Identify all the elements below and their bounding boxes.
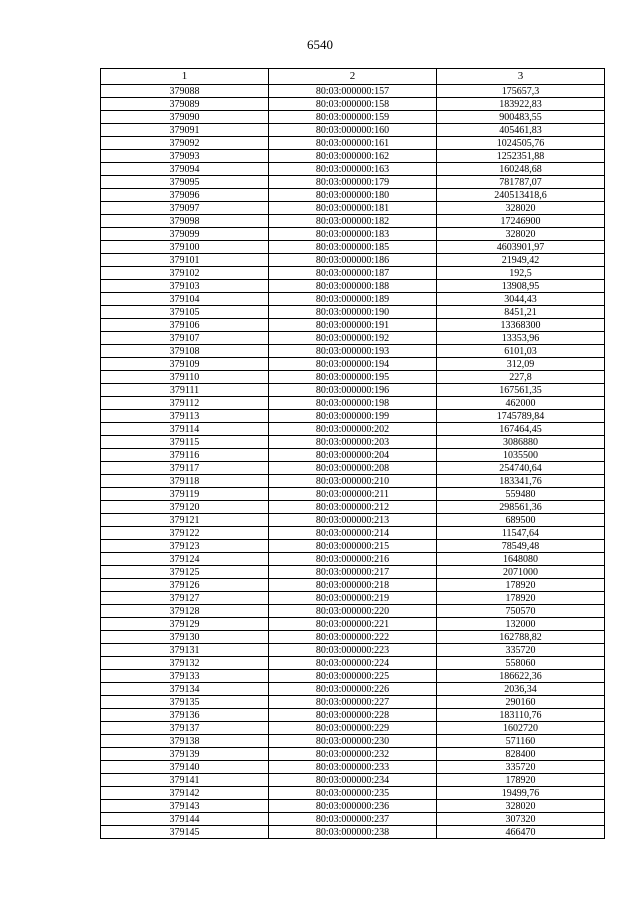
table-row [101, 228, 605, 241]
record-number-cell: 379118 [101, 475, 269, 488]
record-number-cell: 379128 [101, 605, 269, 618]
record-number-cell: 379129 [101, 618, 269, 631]
value-cell: 13368300 [437, 319, 605, 332]
table-row [101, 553, 605, 566]
table-row [101, 449, 605, 462]
column-header: 1 [101, 69, 269, 85]
table-row [101, 631, 605, 644]
table-row [101, 111, 605, 124]
table-row [101, 657, 605, 670]
cadastral-number-cell: 80:03:000000:224 [269, 657, 437, 670]
table-row [101, 410, 605, 423]
column-header: 2 [269, 69, 437, 85]
record-number-cell: 379098 [101, 215, 269, 228]
value-cell: 78549,48 [437, 540, 605, 553]
cadastral-number-cell: 80:03:000000:194 [269, 358, 437, 371]
record-number-cell: 379103 [101, 280, 269, 293]
value-cell: 462000 [437, 397, 605, 410]
record-number-cell: 379123 [101, 540, 269, 553]
record-number-cell: 379112 [101, 397, 269, 410]
table-row [101, 826, 605, 839]
value-cell: 558060 [437, 657, 605, 670]
table-row [101, 384, 605, 397]
table-row [101, 371, 605, 384]
value-cell: 1252351,88 [437, 150, 605, 163]
table-row [101, 150, 605, 163]
cadastral-number-cell: 80:03:000000:193 [269, 345, 437, 358]
cadastral-number-cell: 80:03:000000:160 [269, 124, 437, 137]
record-number-cell: 379095 [101, 176, 269, 189]
table-row [101, 501, 605, 514]
table-row [101, 527, 605, 540]
value-cell: 6101,03 [437, 345, 605, 358]
table-row [101, 137, 605, 150]
cadastral-number-cell: 80:03:000000:227 [269, 696, 437, 709]
value-cell: 2036,34 [437, 683, 605, 696]
cadastral-number-cell: 80:03:000000:161 [269, 137, 437, 150]
cadastral-number-cell: 80:03:000000:179 [269, 176, 437, 189]
record-number-cell: 379136 [101, 709, 269, 722]
value-cell: 307320 [437, 813, 605, 826]
value-cell: 13353,96 [437, 332, 605, 345]
value-cell: 571160 [437, 735, 605, 748]
record-number-cell: 379109 [101, 358, 269, 371]
record-number-cell: 379122 [101, 527, 269, 540]
value-cell: 8451,21 [437, 306, 605, 319]
record-number-cell: 379139 [101, 748, 269, 761]
cadastral-number-cell: 80:03:000000:186 [269, 254, 437, 267]
cadastral-number-cell: 80:03:000000:188 [269, 280, 437, 293]
table-row [101, 85, 605, 98]
record-number-cell: 379119 [101, 488, 269, 501]
value-cell: 183922,83 [437, 98, 605, 111]
cadastral-number-cell: 80:03:000000:203 [269, 436, 437, 449]
cadastral-number-cell: 80:03:000000:181 [269, 202, 437, 215]
cadastral-number-cell: 80:03:000000:199 [269, 410, 437, 423]
value-cell: 186622,36 [437, 670, 605, 683]
value-cell: 2071000 [437, 566, 605, 579]
record-number-cell: 379106 [101, 319, 269, 332]
table-row [101, 605, 605, 618]
record-number-cell: 379134 [101, 683, 269, 696]
cadastral-number-cell: 80:03:000000:237 [269, 813, 437, 826]
record-number-cell: 379093 [101, 150, 269, 163]
value-cell: 1035500 [437, 449, 605, 462]
cadastral-number-cell: 80:03:000000:198 [269, 397, 437, 410]
table-row [101, 735, 605, 748]
cadastral-number-cell: 80:03:000000:233 [269, 761, 437, 774]
table-row [101, 579, 605, 592]
cadastral-number-cell: 80:03:000000:204 [269, 449, 437, 462]
cadastral-number-cell: 80:03:000000:180 [269, 189, 437, 202]
value-cell: 254740,64 [437, 462, 605, 475]
value-cell: 828400 [437, 748, 605, 761]
record-number-cell: 379117 [101, 462, 269, 475]
table-row [101, 124, 605, 137]
record-number-cell: 379090 [101, 111, 269, 124]
record-number-cell: 379132 [101, 657, 269, 670]
cadastral-number-cell: 80:03:000000:235 [269, 787, 437, 800]
record-number-cell: 379137 [101, 722, 269, 735]
value-cell: 178920 [437, 592, 605, 605]
record-number-cell: 379108 [101, 345, 269, 358]
table-row [101, 436, 605, 449]
page-number: 6540 [307, 37, 333, 52]
cadastral-number-cell: 80:03:000000:211 [269, 488, 437, 501]
cadastral-number-cell: 80:03:000000:215 [269, 540, 437, 553]
record-number-cell: 379088 [101, 85, 269, 98]
table-row [101, 722, 605, 735]
record-number-cell: 379102 [101, 267, 269, 280]
value-cell: 167464,45 [437, 423, 605, 436]
table-header-row [101, 69, 605, 85]
value-cell: 21949,42 [437, 254, 605, 267]
record-number-cell: 379097 [101, 202, 269, 215]
table-row [101, 267, 605, 280]
cadastral-number-cell: 80:03:000000:238 [269, 826, 437, 839]
value-cell: 192,5 [437, 267, 605, 280]
cadastral-number-cell: 80:03:000000:212 [269, 501, 437, 514]
cadastral-number-cell: 80:03:000000:228 [269, 709, 437, 722]
record-number-cell: 379144 [101, 813, 269, 826]
cadastral-number-cell: 80:03:000000:162 [269, 150, 437, 163]
cadastral-number-cell: 80:03:000000:157 [269, 85, 437, 98]
record-number-cell: 379125 [101, 566, 269, 579]
value-cell: 328020 [437, 228, 605, 241]
table-row [101, 488, 605, 501]
table-row [101, 540, 605, 553]
record-number-cell: 379142 [101, 787, 269, 800]
table-row [101, 618, 605, 631]
record-number-cell: 379143 [101, 800, 269, 813]
table-row [101, 241, 605, 254]
cadastral-number-cell: 80:03:000000:220 [269, 605, 437, 618]
cadastral-number-cell: 80:03:000000:208 [269, 462, 437, 475]
record-number-cell: 379126 [101, 579, 269, 592]
cadastral-number-cell: 80:03:000000:219 [269, 592, 437, 605]
record-number-cell: 379101 [101, 254, 269, 267]
record-number-cell: 379096 [101, 189, 269, 202]
cadastral-number-cell: 80:03:000000:234 [269, 774, 437, 787]
cadastral-number-cell: 80:03:000000:230 [269, 735, 437, 748]
table-row [101, 306, 605, 319]
cadastral-number-cell: 80:03:000000:217 [269, 566, 437, 579]
cadastral-number-cell: 80:03:000000:191 [269, 319, 437, 332]
record-number-cell: 379140 [101, 761, 269, 774]
cadastral-number-cell: 80:03:000000:195 [269, 371, 437, 384]
record-number-cell: 379130 [101, 631, 269, 644]
table-row [101, 176, 605, 189]
record-number-cell: 379124 [101, 553, 269, 566]
record-number-cell: 379111 [101, 384, 269, 397]
table-row [101, 514, 605, 527]
value-cell: 19499,76 [437, 787, 605, 800]
cadastral-number-cell: 80:03:000000:163 [269, 163, 437, 176]
value-cell: 17246900 [437, 215, 605, 228]
value-cell: 132000 [437, 618, 605, 631]
value-cell: 11547,64 [437, 527, 605, 540]
cadastral-number-cell: 80:03:000000:223 [269, 644, 437, 657]
cadastral-number-cell: 80:03:000000:189 [269, 293, 437, 306]
record-number-cell: 379104 [101, 293, 269, 306]
value-cell: 13908,95 [437, 280, 605, 293]
value-cell: 167561,35 [437, 384, 605, 397]
value-cell: 689500 [437, 514, 605, 527]
column-header: 3 [437, 69, 605, 85]
cadastral-number-cell: 80:03:000000:202 [269, 423, 437, 436]
record-number-cell: 379127 [101, 592, 269, 605]
table-row [101, 163, 605, 176]
table-row [101, 319, 605, 332]
table-row [101, 644, 605, 657]
cadastral-number-cell: 80:03:000000:232 [269, 748, 437, 761]
record-number-cell: 379135 [101, 696, 269, 709]
value-cell: 178920 [437, 774, 605, 787]
value-cell: 227,8 [437, 371, 605, 384]
table-row [101, 332, 605, 345]
value-cell: 183341,76 [437, 475, 605, 488]
record-number-cell: 379107 [101, 332, 269, 345]
cadastral-number-cell: 80:03:000000:216 [269, 553, 437, 566]
cadastral-number-cell: 80:03:000000:222 [269, 631, 437, 644]
value-cell: 290160 [437, 696, 605, 709]
table-row [101, 189, 605, 202]
table-row [101, 202, 605, 215]
table-row [101, 215, 605, 228]
cadastral-number-cell: 80:03:000000:226 [269, 683, 437, 696]
table-row [101, 683, 605, 696]
cadastral-number-cell: 80:03:000000:185 [269, 241, 437, 254]
value-cell: 175657,3 [437, 85, 605, 98]
table-row [101, 813, 605, 826]
value-cell: 160248,68 [437, 163, 605, 176]
cadastral-number-cell: 80:03:000000:214 [269, 527, 437, 540]
cadastral-number-cell: 80:03:000000:187 [269, 267, 437, 280]
record-number-cell: 379100 [101, 241, 269, 254]
cadastral-number-cell: 80:03:000000:229 [269, 722, 437, 735]
record-number-cell: 379110 [101, 371, 269, 384]
value-cell: 405461,83 [437, 124, 605, 137]
cadastral-number-cell: 80:03:000000:225 [269, 670, 437, 683]
data-table [100, 68, 605, 839]
table-row [101, 761, 605, 774]
value-cell: 3044,43 [437, 293, 605, 306]
value-cell: 4603901,97 [437, 241, 605, 254]
record-number-cell: 379120 [101, 501, 269, 514]
cadastral-number-cell: 80:03:000000:183 [269, 228, 437, 241]
table-row [101, 293, 605, 306]
record-number-cell: 379141 [101, 774, 269, 787]
value-cell: 559480 [437, 488, 605, 501]
table-row [101, 774, 605, 787]
value-cell: 178920 [437, 579, 605, 592]
record-number-cell: 379099 [101, 228, 269, 241]
record-number-cell: 379091 [101, 124, 269, 137]
record-number-cell: 379131 [101, 644, 269, 657]
record-number-cell: 379092 [101, 137, 269, 150]
record-number-cell: 379114 [101, 423, 269, 436]
cadastral-number-cell: 80:03:000000:213 [269, 514, 437, 527]
cadastral-number-cell: 80:03:000000:221 [269, 618, 437, 631]
table-row [101, 670, 605, 683]
table-row [101, 254, 605, 267]
value-cell: 240513418,6 [437, 189, 605, 202]
record-number-cell: 379089 [101, 98, 269, 111]
record-number-cell: 379133 [101, 670, 269, 683]
table-row [101, 280, 605, 293]
value-cell: 1024505,76 [437, 137, 605, 150]
value-cell: 900483,55 [437, 111, 605, 124]
table-row [101, 358, 605, 371]
value-cell: 781787,07 [437, 176, 605, 189]
table-row [101, 566, 605, 579]
table-row [101, 709, 605, 722]
value-cell: 466470 [437, 826, 605, 839]
value-cell: 298561,36 [437, 501, 605, 514]
value-cell: 1648080 [437, 553, 605, 566]
table-row [101, 800, 605, 813]
table-row [101, 696, 605, 709]
record-number-cell: 379113 [101, 410, 269, 423]
table-row [101, 98, 605, 111]
value-cell: 312,09 [437, 358, 605, 371]
cadastral-number-cell: 80:03:000000:182 [269, 215, 437, 228]
value-cell: 3086880 [437, 436, 605, 449]
value-cell: 335720 [437, 761, 605, 774]
cadastral-number-cell: 80:03:000000:218 [269, 579, 437, 592]
cadastral-number-cell: 80:03:000000:192 [269, 332, 437, 345]
record-number-cell: 379116 [101, 449, 269, 462]
table-row [101, 475, 605, 488]
cadastral-number-cell: 80:03:000000:158 [269, 98, 437, 111]
value-cell: 1602720 [437, 722, 605, 735]
value-cell: 335720 [437, 644, 605, 657]
record-number-cell: 379105 [101, 306, 269, 319]
value-cell: 162788,82 [437, 631, 605, 644]
table-row [101, 397, 605, 410]
cadastral-number-cell: 80:03:000000:196 [269, 384, 437, 397]
table-row [101, 345, 605, 358]
table-row [101, 787, 605, 800]
record-number-cell: 379138 [101, 735, 269, 748]
cadastral-number-cell: 80:03:000000:236 [269, 800, 437, 813]
table-row [101, 423, 605, 436]
value-cell: 328020 [437, 202, 605, 215]
table-row [101, 462, 605, 475]
cadastral-number-cell: 80:03:000000:190 [269, 306, 437, 319]
table-row [101, 592, 605, 605]
table-header [101, 69, 605, 85]
value-cell: 750570 [437, 605, 605, 618]
record-number-cell: 379115 [101, 436, 269, 449]
record-number-cell: 379121 [101, 514, 269, 527]
cadastral-number-cell: 80:03:000000:159 [269, 111, 437, 124]
value-cell: 183110,76 [437, 709, 605, 722]
value-cell: 1745789,84 [437, 410, 605, 423]
record-number-cell: 379145 [101, 826, 269, 839]
record-number-cell: 379094 [101, 163, 269, 176]
table-body [101, 85, 605, 839]
table-row [101, 748, 605, 761]
cadastral-number-cell: 80:03:000000:210 [269, 475, 437, 488]
value-cell: 328020 [437, 800, 605, 813]
